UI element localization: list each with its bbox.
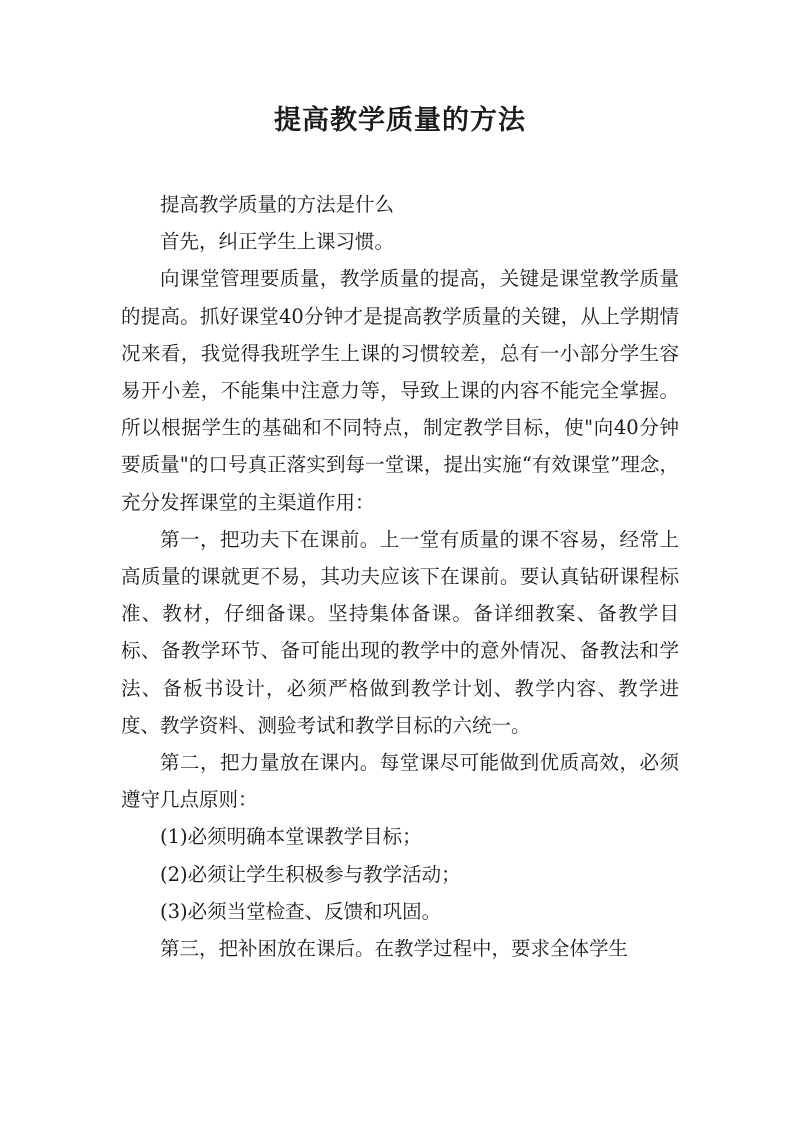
paragraph-first-point: 首先，纠正学生上课习惯。	[160, 230, 395, 254]
list-item-principle-3: (3)必须当堂检查、反馈和巩固。	[160, 899, 442, 923]
paragraph-classroom-quality: 向课堂管理要质量，教学质量的提高，关键是课堂教学质量的提高。抓好课堂40分钟才是提高教学质量的关键，从上学期情况来看，我觉得我班学生上课的习惯较差，总有一小部分学生容易开小差，不能集中注意力等，导致上课的内容不能完全掌握。所以根据学生的基础和不同特点，制定教学目标，使"向40分钟要质量"的口号真正落实到每一堂课，提出实施“有效课堂”理念，充分发挥课堂的主渠道作用：	[121, 267, 679, 514]
list-item-principle-2: (2)必须让学生积极参与教学活动；	[160, 862, 461, 886]
paragraph-in-class: 第二，把力量放在课内。每堂课尽可能做到优质高效，必须遵守几点原则：	[121, 751, 679, 812]
paragraph-after-class: 第三，把补困放在课后。在教学过程中，要求全体学生	[160, 937, 629, 961]
list-item-principle-1: (1)必须明确本堂课教学目标；	[160, 825, 422, 849]
paragraph-intro: 提高教学质量的方法是什么	[160, 193, 395, 216]
document-title: 提高教学质量的方法	[274, 105, 526, 136]
paragraph-before-class: 第一，把功夫下在课前。上一堂有质量的课不容易，经常上高质量的课就更不易，其功夫应该下在课前。要认真钻研课程标准、教材，仔细备课。坚持集体备课。备详细教案、备教学目标、备教学环节、备可能出现的教学中的意外情况、备教法和学法、备板书设计，必须严格做到教学计划、教学内容、教学进度、教学资料、测验考试和教学目标的六统一。	[121, 527, 679, 737]
document-body	[121, 186, 679, 967]
